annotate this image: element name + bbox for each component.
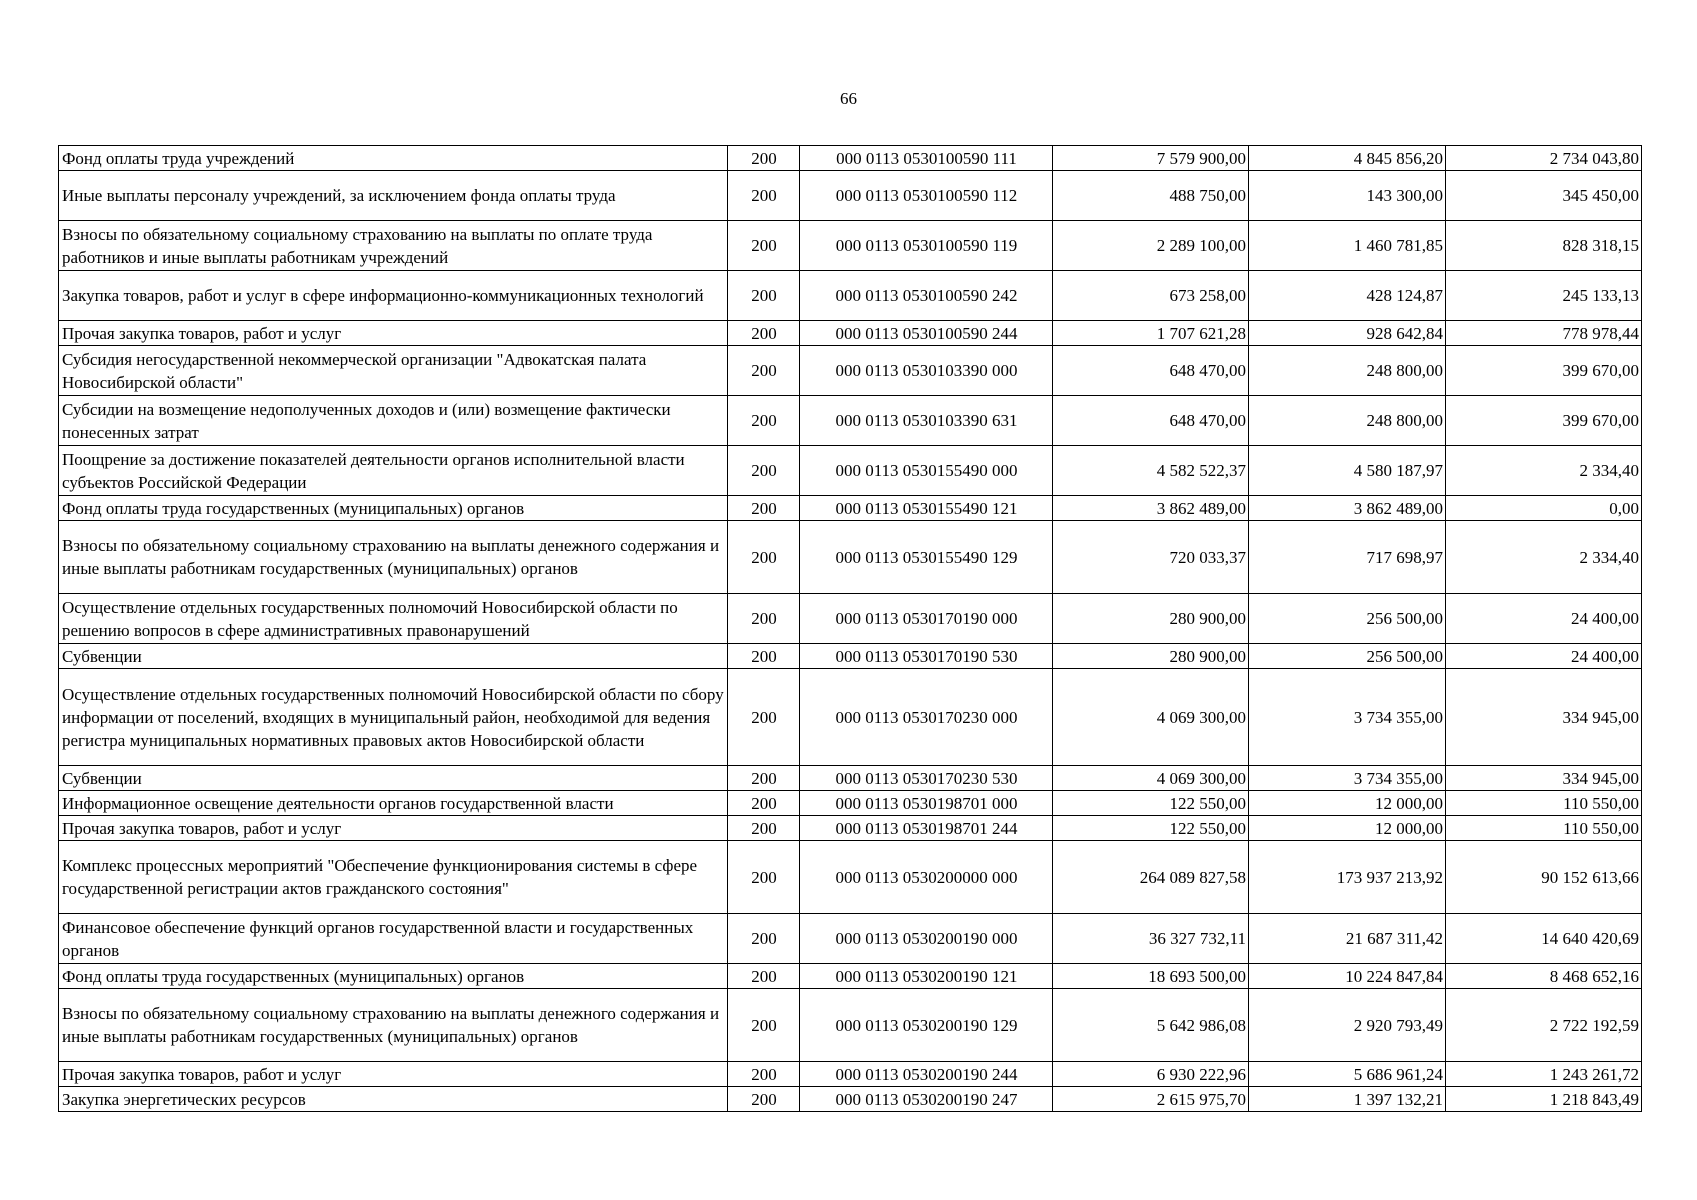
row-unexecuted: 1 243 261,72	[1446, 1062, 1642, 1087]
row-code: 200	[728, 989, 800, 1062]
row-classification-code: 000 0113 0530170190 000	[800, 594, 1053, 644]
row-unexecuted: 2 334,40	[1446, 446, 1642, 496]
row-executed: 10 224 847,84	[1249, 964, 1446, 989]
table-row	[59, 146, 1642, 171]
table-row	[59, 1087, 1642, 1112]
row-code: 200	[728, 644, 800, 669]
row-approved: 7 579 900,00	[1053, 146, 1249, 171]
row-approved: 673 258,00	[1053, 271, 1249, 321]
row-approved: 648 470,00	[1053, 346, 1249, 396]
row-name: Информационное освещение деятельности органов государственной власти	[59, 791, 728, 816]
row-unexecuted: 110 550,00	[1446, 791, 1642, 816]
row-code: 200	[728, 816, 800, 841]
row-name: Субвенции	[59, 644, 728, 669]
table-row	[59, 221, 1642, 271]
row-name: Осуществление отдельных государственных полномочий Новосибирской области по сбору информации от поселений, входящих в муниципальный район, необходимой для ведения регистра муниципальных нормативных правовых актов Новосибирской области	[59, 669, 728, 766]
row-classification-code: 000 0113 0530200190 244	[800, 1062, 1053, 1087]
row-executed: 12 000,00	[1249, 816, 1446, 841]
row-unexecuted: 334 945,00	[1446, 669, 1642, 766]
row-unexecuted: 14 640 420,69	[1446, 914, 1642, 964]
page-number: 66	[840, 89, 857, 108]
row-classification-code: 000 0113 0530198701 000	[800, 791, 1053, 816]
row-approved: 122 550,00	[1053, 816, 1249, 841]
row-classification-code: 000 0113 0530103390 631	[800, 396, 1053, 446]
row-name: Осуществление отдельных государственных полномочий Новосибирской области по решению вопросов в сфере административных правонарушений	[59, 594, 728, 644]
row-classification-code: 000 0113 0530200190 247	[800, 1087, 1053, 1112]
row-unexecuted: 24 400,00	[1446, 644, 1642, 669]
row-unexecuted: 828 318,15	[1446, 221, 1642, 271]
table-row	[59, 446, 1642, 496]
row-approved: 2 289 100,00	[1053, 221, 1249, 271]
row-classification-code: 000 0113 0530100590 119	[800, 221, 1053, 271]
row-approved: 280 900,00	[1053, 594, 1249, 644]
row-code: 200	[728, 914, 800, 964]
row-approved: 4 069 300,00	[1053, 669, 1249, 766]
row-name: Субсидия негосударственной некоммерческой организации "Адвокатская палата Новосибирской области"	[59, 346, 728, 396]
budget-table	[58, 145, 1642, 1112]
row-code: 200	[728, 964, 800, 989]
table-row	[59, 594, 1642, 644]
table-row	[59, 669, 1642, 766]
row-classification-code: 000 0113 0530100590 242	[800, 271, 1053, 321]
row-code: 200	[728, 669, 800, 766]
row-executed: 21 687 311,42	[1249, 914, 1446, 964]
table-row	[59, 989, 1642, 1062]
row-code: 200	[728, 146, 800, 171]
row-executed: 173 937 213,92	[1249, 841, 1446, 914]
row-code: 200	[728, 221, 800, 271]
row-executed: 928 642,84	[1249, 321, 1446, 346]
row-unexecuted: 778 978,44	[1446, 321, 1642, 346]
row-executed: 428 124,87	[1249, 271, 1446, 321]
row-approved: 264 089 827,58	[1053, 841, 1249, 914]
table-row	[59, 171, 1642, 221]
row-code: 200	[728, 396, 800, 446]
row-approved: 720 033,37	[1053, 521, 1249, 594]
row-executed: 4 580 187,97	[1249, 446, 1446, 496]
row-code: 200	[728, 841, 800, 914]
row-approved: 2 615 975,70	[1053, 1087, 1249, 1112]
table-row	[59, 321, 1642, 346]
row-name: Субвенции	[59, 766, 728, 791]
row-unexecuted: 245 133,13	[1446, 271, 1642, 321]
row-executed: 256 500,00	[1249, 644, 1446, 669]
row-classification-code: 000 0113 0530200000 000	[800, 841, 1053, 914]
row-classification-code: 000 0113 0530200190 121	[800, 964, 1053, 989]
row-code: 200	[728, 521, 800, 594]
table-row	[59, 1062, 1642, 1087]
row-approved: 280 900,00	[1053, 644, 1249, 669]
row-unexecuted: 334 945,00	[1446, 766, 1642, 791]
row-unexecuted: 2 734 043,80	[1446, 146, 1642, 171]
row-code: 200	[728, 271, 800, 321]
row-name: Иные выплаты персоналу учреждений, за исключением фонда оплаты труда	[59, 171, 728, 221]
row-classification-code: 000 0113 0530100590 112	[800, 171, 1053, 221]
row-unexecuted: 399 670,00	[1446, 396, 1642, 446]
row-name: Прочая закупка товаров, работ и услуг	[59, 321, 728, 346]
row-classification-code: 000 0113 0530155490 000	[800, 446, 1053, 496]
row-executed: 3 734 355,00	[1249, 766, 1446, 791]
row-approved: 36 327 732,11	[1053, 914, 1249, 964]
row-approved: 6 930 222,96	[1053, 1062, 1249, 1087]
table-row	[59, 791, 1642, 816]
row-name: Финансовое обеспечение функций органов государственной власти и государственных органов	[59, 914, 728, 964]
table-row	[59, 816, 1642, 841]
table-row	[59, 914, 1642, 964]
row-name: Закупка товаров, работ и услуг в сфере информационно-коммуникационных технологий	[59, 271, 728, 321]
row-name: Взносы по обязательному социальному страхованию на выплаты денежного содержания и иные выплаты работникам государственных (муниципальных) органов	[59, 989, 728, 1062]
row-executed: 5 686 961,24	[1249, 1062, 1446, 1087]
row-executed: 1 397 132,21	[1249, 1087, 1446, 1112]
row-executed: 12 000,00	[1249, 791, 1446, 816]
row-code: 200	[728, 1087, 800, 1112]
row-name: Субсидии на возмещение недополученных доходов и (или) возмещение фактически понесенных затрат	[59, 396, 728, 446]
row-name: Фонд оплаты труда учреждений	[59, 146, 728, 171]
row-code: 200	[728, 1062, 800, 1087]
row-code: 200	[728, 766, 800, 791]
row-approved: 122 550,00	[1053, 791, 1249, 816]
row-executed: 3 734 355,00	[1249, 669, 1446, 766]
row-name: Фонд оплаты труда государственных (муниципальных) органов	[59, 496, 728, 521]
row-unexecuted: 8 468 652,16	[1446, 964, 1642, 989]
table-row	[59, 496, 1642, 521]
row-code: 200	[728, 446, 800, 496]
row-unexecuted: 24 400,00	[1446, 594, 1642, 644]
row-code: 200	[728, 594, 800, 644]
row-code: 200	[728, 321, 800, 346]
row-approved: 18 693 500,00	[1053, 964, 1249, 989]
row-unexecuted: 90 152 613,66	[1446, 841, 1642, 914]
row-unexecuted: 0,00	[1446, 496, 1642, 521]
row-classification-code: 000 0113 0530155490 129	[800, 521, 1053, 594]
table-row	[59, 644, 1642, 669]
row-classification-code: 000 0113 0530170190 530	[800, 644, 1053, 669]
row-approved: 1 707 621,28	[1053, 321, 1249, 346]
row-approved: 4 069 300,00	[1053, 766, 1249, 791]
row-approved: 488 750,00	[1053, 171, 1249, 221]
row-executed: 717 698,97	[1249, 521, 1446, 594]
row-classification-code: 000 0113 0530103390 000	[800, 346, 1053, 396]
row-classification-code: 000 0113 0530200190 129	[800, 989, 1053, 1062]
row-executed: 248 800,00	[1249, 396, 1446, 446]
row-approved: 648 470,00	[1053, 396, 1249, 446]
row-unexecuted: 345 450,00	[1446, 171, 1642, 221]
row-classification-code: 000 0113 0530200190 000	[800, 914, 1053, 964]
row-unexecuted: 1 218 843,49	[1446, 1087, 1642, 1112]
row-executed: 248 800,00	[1249, 346, 1446, 396]
row-classification-code: 000 0113 0530155490 121	[800, 496, 1053, 521]
row-name: Взносы по обязательному социальному страхованию на выплаты денежного содержания и иные выплаты работникам государственных (муниципальных) органов	[59, 521, 728, 594]
row-unexecuted: 110 550,00	[1446, 816, 1642, 841]
row-classification-code: 000 0113 0530170230 530	[800, 766, 1053, 791]
row-name: Поощрение за достижение показателей деятельности органов исполнительной власти субъектов Российской Федерации	[59, 446, 728, 496]
row-name: Прочая закупка товаров, работ и услуг	[59, 1062, 728, 1087]
row-code: 200	[728, 791, 800, 816]
row-unexecuted: 2 722 192,59	[1446, 989, 1642, 1062]
table-row	[59, 271, 1642, 321]
row-code: 200	[728, 346, 800, 396]
row-unexecuted: 399 670,00	[1446, 346, 1642, 396]
row-executed: 2 920 793,49	[1249, 989, 1446, 1062]
row-approved: 4 582 522,37	[1053, 446, 1249, 496]
row-executed: 143 300,00	[1249, 171, 1446, 221]
row-unexecuted: 2 334,40	[1446, 521, 1642, 594]
row-code: 200	[728, 171, 800, 221]
table-row	[59, 521, 1642, 594]
row-classification-code: 000 0113 0530170230 000	[800, 669, 1053, 766]
row-executed: 1 460 781,85	[1249, 221, 1446, 271]
table-row	[59, 841, 1642, 914]
table-row	[59, 766, 1642, 791]
row-classification-code: 000 0113 0530100590 244	[800, 321, 1053, 346]
row-code: 200	[728, 496, 800, 521]
row-name: Прочая закупка товаров, работ и услуг	[59, 816, 728, 841]
row-classification-code: 000 0113 0530198701 244	[800, 816, 1053, 841]
row-name: Взносы по обязательному социальному страхованию на выплаты по оплате труда работников и иные выплаты работникам учреждений	[59, 221, 728, 271]
row-approved: 5 642 986,08	[1053, 989, 1249, 1062]
row-approved: 3 862 489,00	[1053, 496, 1249, 521]
budget-table-body	[59, 146, 1642, 1112]
row-executed: 256 500,00	[1249, 594, 1446, 644]
row-classification-code: 000 0113 0530100590 111	[800, 146, 1053, 171]
row-name: Фонд оплаты труда государственных (муниципальных) органов	[59, 964, 728, 989]
row-name: Закупка энергетических ресурсов	[59, 1087, 728, 1112]
table-row	[59, 964, 1642, 989]
table-row	[59, 346, 1642, 396]
row-executed: 4 845 856,20	[1249, 146, 1446, 171]
row-name: Комплекс процессных мероприятий "Обеспечение функционирования системы в сфере государственной регистрации актов гражданского состояния"	[59, 841, 728, 914]
table-row	[59, 396, 1642, 446]
row-executed: 3 862 489,00	[1249, 496, 1446, 521]
